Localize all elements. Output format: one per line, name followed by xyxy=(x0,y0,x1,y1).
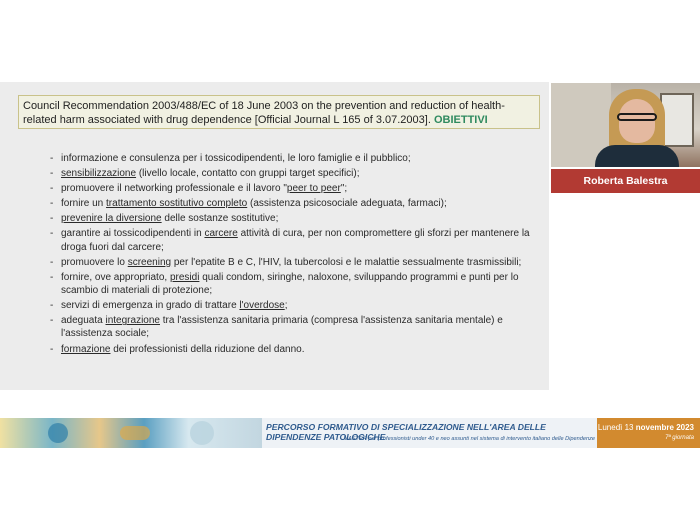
bullet-keyword: prevenire la diversione xyxy=(61,213,162,225)
banner-subtitle: MASTER per professionisti under 40 e neo assunti nel sistema di intervento italiano delle Dipendenze xyxy=(343,436,595,442)
bullet-text: quali condom, siringhe, naloxone, sviluppando programmi e punti per lo scambio di materiali di protezione; xyxy=(61,271,519,297)
bullet-text: "; xyxy=(340,183,348,195)
bullet-marker: - xyxy=(50,300,54,312)
bullet-text: dei professionisti della riduzione del danno. xyxy=(110,343,305,355)
bullet-keyword: trattamento sostitutivo completo xyxy=(106,198,248,210)
list-item xyxy=(50,227,530,253)
video-window xyxy=(660,93,694,147)
bullet-text: (assistenza psicosociale adeguata, farmaci); xyxy=(247,198,447,210)
banner-title: PERCORSO FORMATIVO DI SPECIALIZZAZIONE NELL'AREA DELLE DIPENDENZE PATOLOGICHE xyxy=(266,422,546,442)
bullet-keyword: carcere xyxy=(204,228,238,240)
list-item xyxy=(50,314,530,340)
bullet-marker: - xyxy=(50,315,54,327)
bullet-text: informazione e consulenza per i tossicodipendenti, le loro famiglie e il pubblico; xyxy=(61,153,411,164)
bullet-marker: - xyxy=(50,271,54,283)
list-item xyxy=(50,299,530,312)
bullet-text: ; xyxy=(284,300,288,312)
banner-artwork xyxy=(0,418,262,448)
heading-text: Council Recommendation 2003/488/EC of 18 June 2003 on the prevention and reduction of health-related harm associated with drug dependence [Official Journal L 165 of 3.07.2003]. xyxy=(23,100,505,126)
bullet-text: fornire un xyxy=(61,198,107,210)
bullet-text: promuovere lo xyxy=(61,256,128,268)
course-banner xyxy=(0,418,700,448)
banner-date-box xyxy=(597,418,700,448)
banner-art-shape xyxy=(120,426,150,440)
bullet-marker: - xyxy=(50,183,54,195)
bullet-keyword: sensibilizzazione xyxy=(61,168,137,180)
bullet-text: fornire, ove appropriato, xyxy=(61,271,170,283)
bullet-text: attività di cura, per non compromettere gli sforzi per mantenere la droga fuori dal carcere; xyxy=(61,228,530,253)
bullet-keyword: l'overdose xyxy=(239,300,285,312)
list-item xyxy=(50,343,530,356)
speaker-name: Roberta Balestra xyxy=(583,175,668,187)
bullet-keyword: presidi xyxy=(169,271,200,283)
bullet-keyword: integrazione xyxy=(105,315,160,327)
bullet-text: promuovere il networking professionale e il lavoro " xyxy=(61,183,287,195)
list-item xyxy=(50,212,530,225)
bullet-marker: - xyxy=(50,153,54,164)
list-item xyxy=(50,152,530,165)
list-item xyxy=(50,182,530,195)
bullet-marker: - xyxy=(50,228,54,240)
bullet-keyword: peer to peer xyxy=(286,183,341,195)
bullet-text: delle sostanze sostitutive; xyxy=(161,213,279,225)
banner-session: 7ª giornata xyxy=(665,435,694,441)
bullet-keyword: formazione xyxy=(61,343,111,355)
bullet-marker: - xyxy=(50,343,54,355)
banner-art-shape xyxy=(48,423,68,443)
bullet-list xyxy=(50,152,530,358)
speaker-nameplate xyxy=(551,169,700,193)
list-item xyxy=(50,271,530,297)
speaker-glasses xyxy=(617,113,657,121)
heading-objective: OBIETTIVI xyxy=(433,114,488,126)
date-month-year: novembre 2023 xyxy=(635,423,694,432)
list-item xyxy=(50,256,530,269)
banner-art-shape xyxy=(190,421,214,445)
speaker-face xyxy=(619,99,655,143)
bullet-marker: - xyxy=(50,256,54,268)
bullet-text: per l'epatite B e C, l'HIV, la tubercolosi e le malattie sessualmente trasmissibili; xyxy=(171,256,522,268)
bullet-text: garantire ai tossicodipendenti in xyxy=(61,228,205,240)
date-day: Lunedì 13 xyxy=(597,423,634,432)
bullet-text: servizi di emergenza in grado di trattare xyxy=(61,300,240,312)
bullet-text: tra l'assistenza sanitaria primaria (compresa l'assistenza sanitaria mentale) e l'assistenza sociale; xyxy=(61,315,503,340)
bullet-keyword: screening xyxy=(127,256,172,268)
bullet-marker: - xyxy=(50,198,54,210)
banner-date xyxy=(598,423,694,432)
bullet-marker: - xyxy=(50,213,54,225)
bullet-text: (livello locale, contatto con gruppi target specifici); xyxy=(136,168,360,180)
speaker-video[interactable] xyxy=(551,83,700,167)
list-item xyxy=(50,167,530,180)
slide-heading xyxy=(18,95,540,129)
speaker-shirt xyxy=(595,145,679,167)
bullet-marker: - xyxy=(50,168,54,180)
list-item xyxy=(50,197,530,210)
bullet-text: adeguata xyxy=(61,315,106,327)
